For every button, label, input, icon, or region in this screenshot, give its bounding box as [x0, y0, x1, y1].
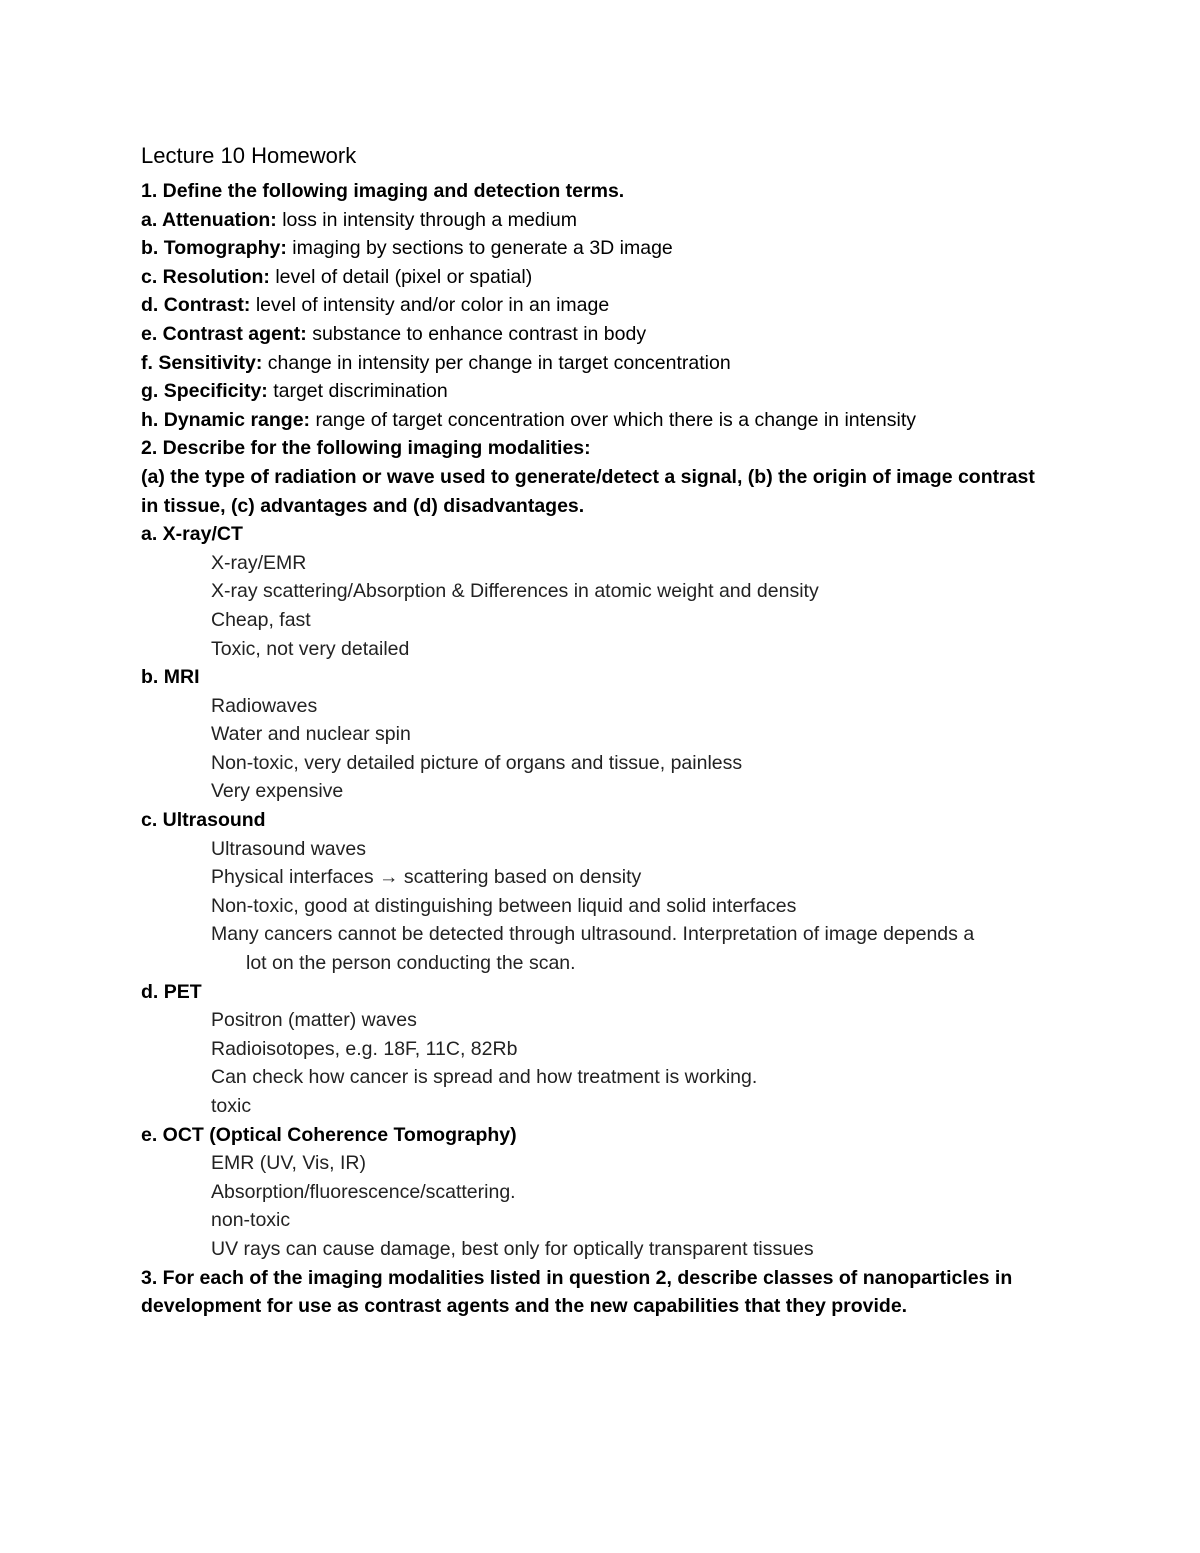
- question-2-heading: 2. Describe for the following imaging modalities:: [141, 437, 591, 460]
- term-label: f. Sensitivity:: [141, 351, 263, 374]
- modality-radiation: Ultrasound waves: [211, 837, 366, 860]
- term-label: e. Contrast agent:: [141, 322, 307, 345]
- term-item: [141, 234, 1081, 263]
- term-label: d. Contrast:: [141, 294, 251, 317]
- modality-radiation: X-ray/EMR: [211, 551, 307, 574]
- term-definition: loss in intensity through a medium: [276, 208, 578, 231]
- modality-disadvantages: Very expensive: [211, 780, 344, 803]
- term-definition: change in intensity per change in target concentration: [262, 351, 731, 374]
- term-item: [141, 406, 1081, 435]
- question-2-subheading: (a) the type of radiation or wave used to generate/detect a signal, (b) the origin of image contrast in tissue, (c) advantages and (d) disadvantages.: [141, 465, 1035, 517]
- document-content: [141, 140, 1081, 1321]
- modality-advantages: Non-toxic, very detailed picture of organs and tissue, painless: [211, 751, 743, 774]
- modality-disadvantages: Many cancers cannot be detected through ultrasound. Interpretation of image depends a: [211, 923, 975, 946]
- modality-heading: c. Ultrasound: [141, 809, 266, 832]
- modality-heading: b. MRI: [141, 666, 200, 689]
- modality-heading: d. PET: [141, 980, 202, 1003]
- modality-disadvantages: UV rays can cause damage, best only for optically transparent tissues: [211, 1237, 814, 1260]
- modality-contrast-origin: Radioisotopes, e.g. 18F, 11C, 82Rb: [211, 1037, 518, 1060]
- term-label: h. Dynamic range:: [141, 408, 311, 431]
- term-definition: level of detail (pixel or spatial): [269, 265, 533, 288]
- modality-disadvantages: toxic: [211, 1095, 252, 1117]
- modality-radiation: Positron (matter) waves: [211, 1009, 417, 1032]
- term-label: g. Specificity:: [141, 380, 268, 403]
- term-definition: imaging by sections to generate a 3D image: [286, 237, 673, 260]
- modality-advantages: Can check how cancer is spread and how treatment is working.: [211, 1066, 758, 1089]
- term-item: [141, 349, 1081, 378]
- term-definition: level of intensity and/or color in an image: [250, 294, 610, 317]
- term-item: [141, 263, 1081, 292]
- term-definition: target discrimination: [267, 380, 448, 403]
- modality-contrast-origin: Absorption/fluorescence/scattering.: [211, 1180, 516, 1203]
- modality-advantages: non-toxic: [211, 1209, 291, 1232]
- term-definition: range of target concentration over which there is a change in intensity: [310, 408, 916, 431]
- modality-heading: a. X-ray/CT: [141, 523, 243, 546]
- term-item: [141, 377, 1081, 406]
- modality-advantages: Cheap, fast: [211, 608, 311, 631]
- term-item: [141, 206, 1081, 235]
- modality-disadvantages: Toxic, not very detailed: [211, 637, 410, 660]
- term-item: [141, 291, 1081, 320]
- term-definition: substance to enhance contrast in body: [306, 322, 647, 345]
- term-label: a. Attenuation:: [141, 208, 277, 231]
- question-1-heading: 1. Define the following imaging and detection terms.: [141, 180, 625, 202]
- modality-radiation: EMR (UV, Vis, IR): [211, 1152, 366, 1175]
- term-item: [141, 320, 1081, 349]
- modality-contrast-origin: Water and nuclear spin: [211, 723, 411, 746]
- modality-radiation: Radiowaves: [211, 694, 318, 717]
- modality-disadvantages-continuation: lot on the person conducting the scan.: [246, 952, 576, 975]
- term-label: c. Resolution:: [141, 265, 270, 288]
- modality-advantages: Non-toxic, good at distinguishing between liquid and solid interfaces: [211, 894, 797, 917]
- page-title: Lecture 10 Homework: [141, 143, 357, 168]
- modality-contrast-origin: X-ray scattering/Absorption & Differences in atomic weight and density: [211, 580, 819, 603]
- modality-heading: e. OCT (Optical Coherence Tomography): [141, 1123, 517, 1146]
- modality-contrast-origin: Physical interfaces → scattering based on density: [211, 866, 642, 889]
- question-3-heading: 3. For each of the imaging modalities listed in question 2, describe classes of nanoparticles in development for use as contrast agents and the new capabilities that they provide.: [141, 1266, 1013, 1318]
- term-label: b. Tomography:: [141, 237, 287, 260]
